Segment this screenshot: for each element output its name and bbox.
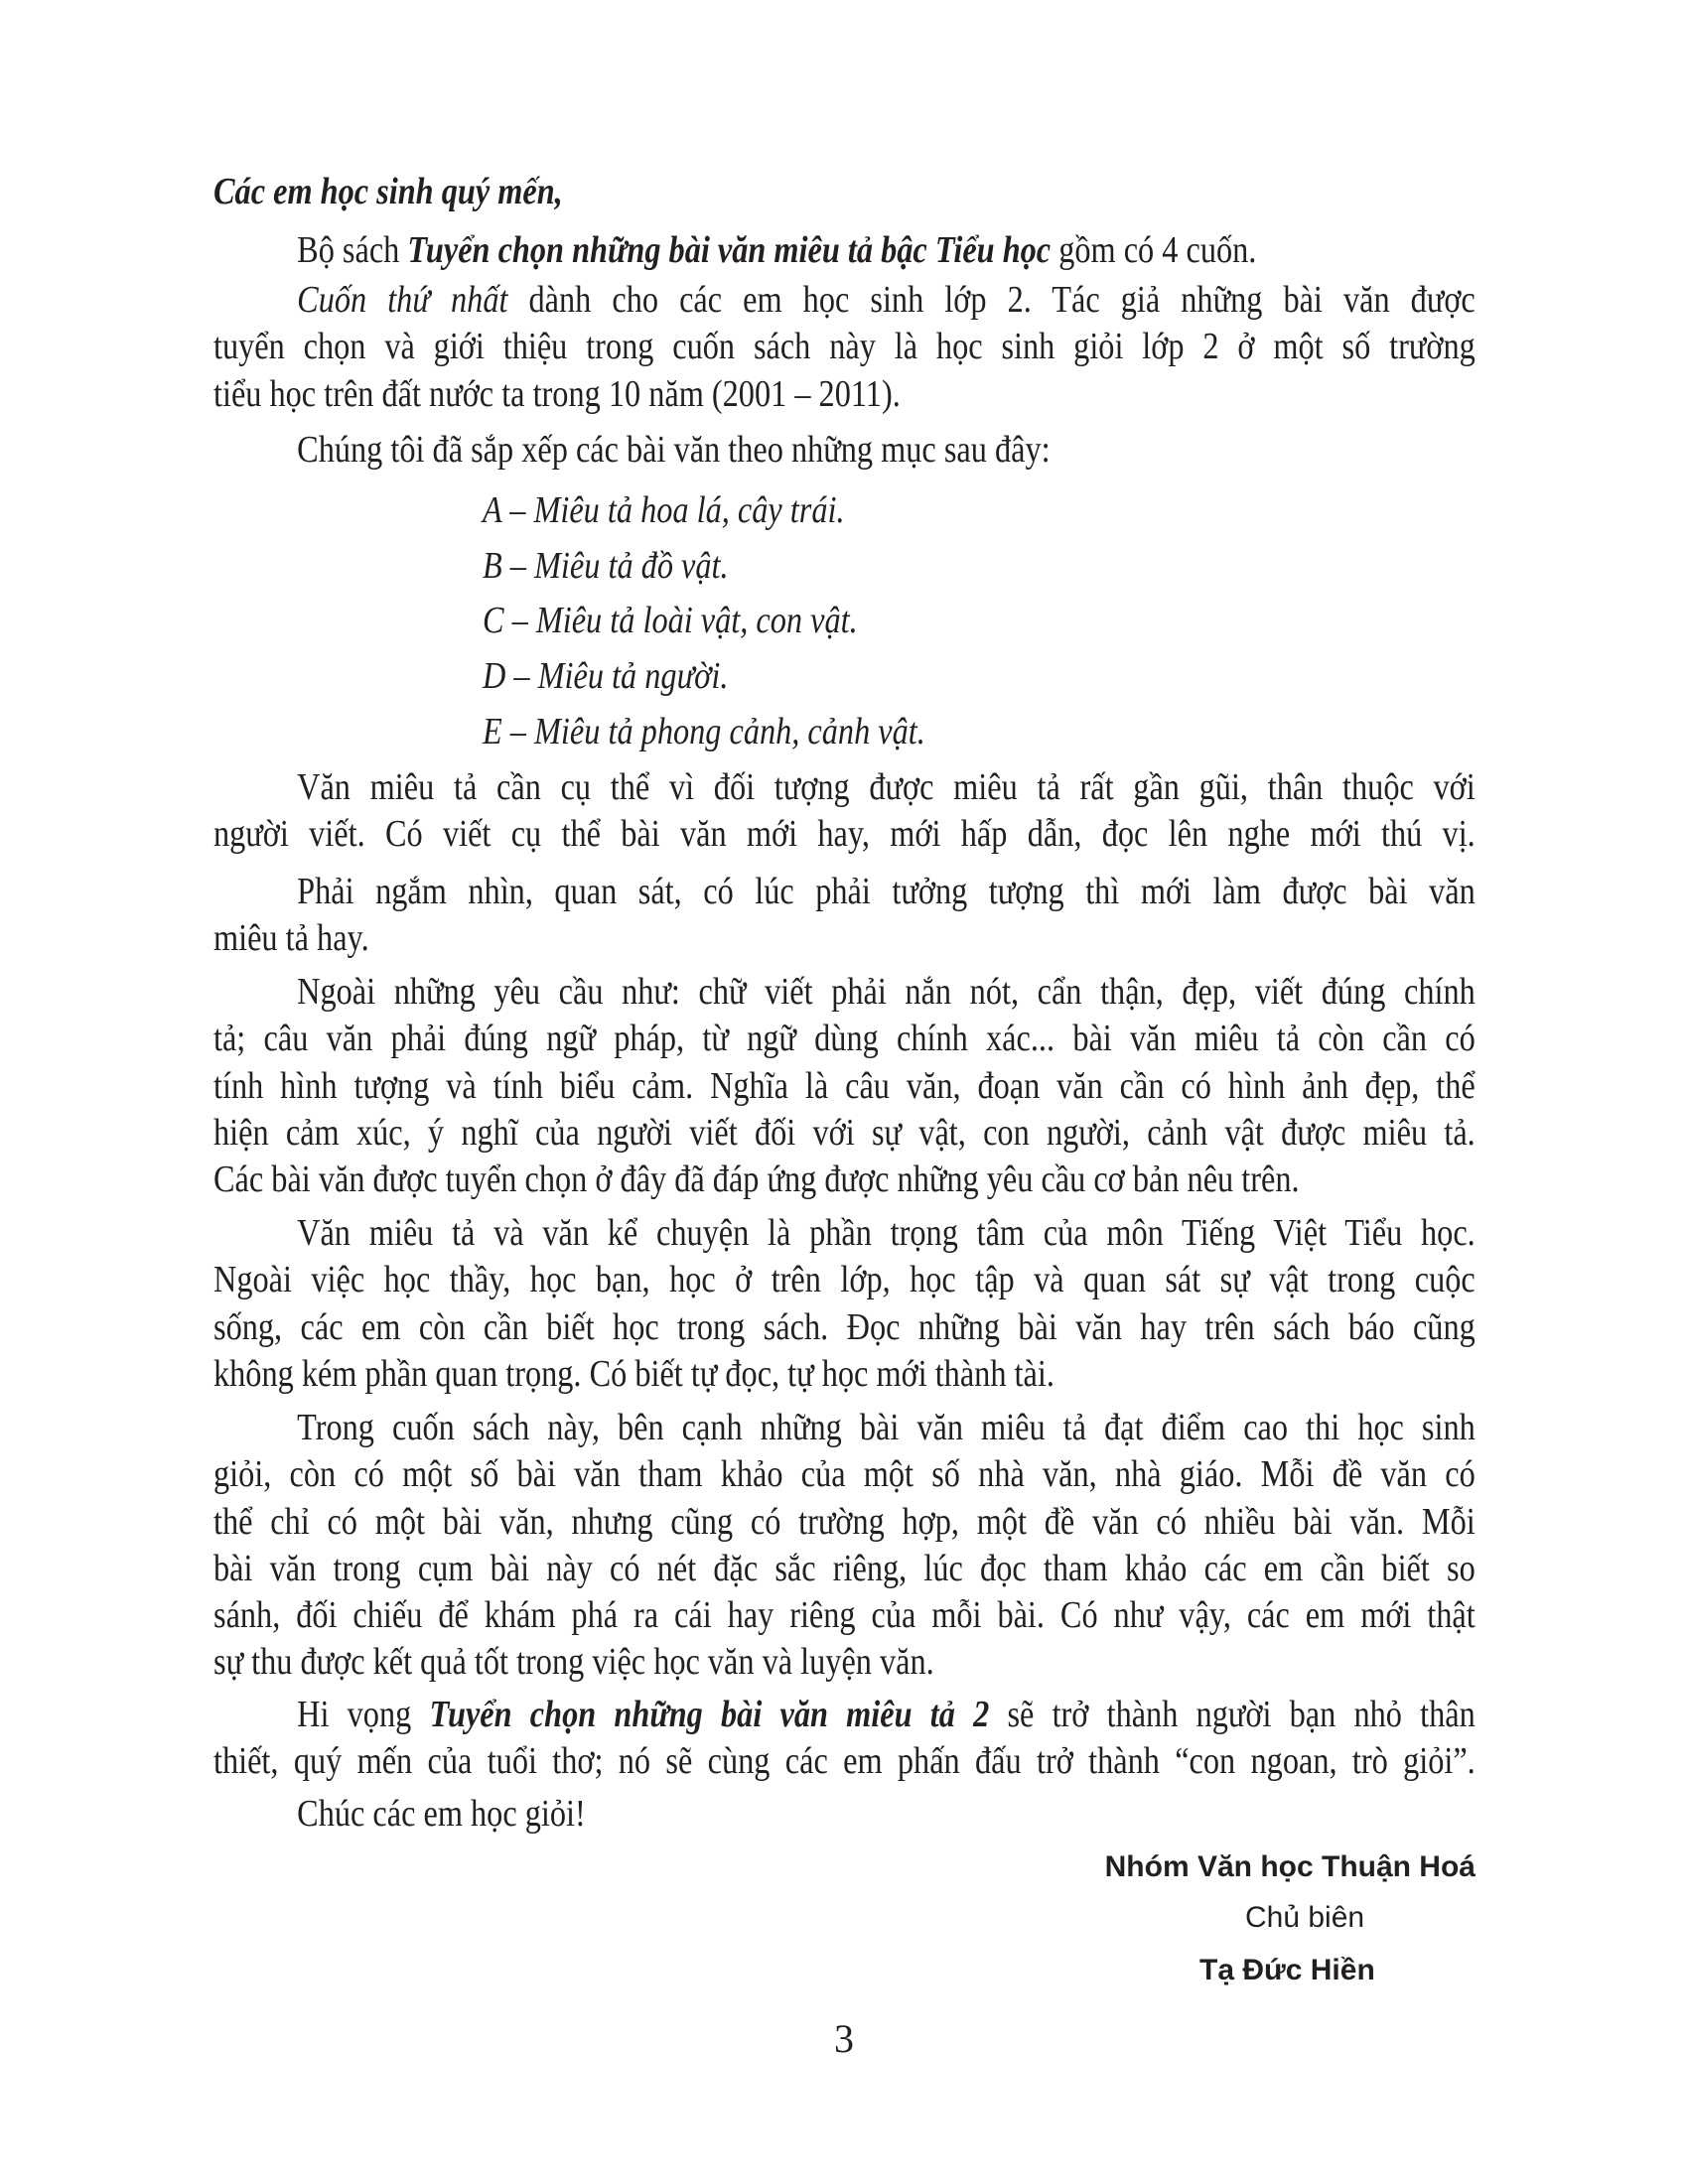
text-span: Ngoài những yêu cầu như: chữ viết phải nắn nót, cẩn thận, đẹp, viết đúng chính [297,971,1476,1013]
text-line [213,764,1476,811]
text-span: không kém phần quan trọng. Có biết tự đọc, tự học mới thành tài. [213,1352,1055,1395]
list-item: A – Miêu tả hoa lá, cây trái. [483,489,845,531]
text-span: tuyển chọn và giới thiệu trong cuốn sách này là học sinh giỏi lớp 2 ở một số trường [213,326,1476,368]
list-item: C – Miêu tả loài vật, con vật. [483,600,858,641]
paragraph [213,427,1476,474]
text-span: tính hình tượng và tính biểu cảm. Nghĩa là câu văn, đoạn văn cần có hình ảnh đẹp, thể [213,1064,1476,1107]
signature-name: Tạ Đức Hiền [1199,1954,1375,1986]
text-line [213,1016,1476,1062]
page-number: 3 [834,2016,854,2061]
text-line [213,1592,1476,1639]
text-span: Chúc các em học giỏi! [297,1793,586,1835]
text-line [213,1692,1476,1738]
paragraph [213,1210,1476,1398]
paragraph [213,277,1476,418]
text-span: sẽ trở thành người bạn nhỏ thân [989,1694,1476,1735]
text-line [213,1738,1476,1785]
text-line [213,1351,1476,1398]
paragraph [213,1405,1476,1687]
text-line [213,1257,1476,1303]
text-line [213,1304,1476,1351]
text-line [213,1791,1476,1838]
greeting [213,169,1476,215]
greeting-text: Các em học sinh quý mến, [213,171,563,212]
paragraph [213,1791,1476,1838]
text-span: Văn miêu tả và văn kể chuyện là phần trọng tâm của môn Tiếng Việt Tiểu học. [297,1212,1476,1254]
text-span: Văn miêu tả cần cụ thể vì đối tượng được miêu tả rất gần gũi, thân thuộc với [297,766,1476,808]
text-span: thiết, quý mến của tuổi thơ; nó sẽ cùng các em phấn đấu trở thành “con ngoan, trò giỏi”. [213,1740,1476,1783]
paragraph [213,969,1476,1203]
text-span: giỏi, còn có một số bài văn tham khảo của một số nhà văn, nhà giáo. Mỗi đề văn có [213,1453,1476,1496]
text-line [213,427,1476,474]
text-span: bài văn trong cụm bài này có nét đặc sắc riêng, lúc đọc tham khảo các em cần biết so [213,1547,1476,1589]
text-span: hiện cảm xúc, ý nghĩ của người viết đối với sự vật, con người, cảnh vật được miêu tả. [213,1111,1476,1154]
text-span: Bộ sách [297,229,408,271]
text-line [213,371,1476,418]
text-line [213,277,1476,324]
text-span: Phải ngắm nhìn, quan sát, có lúc phải tưởng tượng thì mới làm được bài văn [297,871,1476,912]
text-line [213,1451,1476,1498]
text-line [213,1639,1476,1686]
emphasized-text: Tuyển chọn những bài văn miêu tả bậc Tiểu học [407,229,1052,271]
text-line [213,915,1476,962]
text-span: Chúng tôi đã sắp xếp các bài văn theo những mục sau đây: [297,429,1051,471]
signature-role: Chủ biên [1245,1901,1365,1934]
text-line [213,1405,1476,1451]
paragraph [213,869,1476,963]
text-line [213,969,1476,1016]
paragraph [213,1692,1476,1786]
text-line [213,1063,1476,1110]
text-span: Trong cuốn sách này, bên cạnh những bài văn miêu tả đạt điểm cao thi học sinh [297,1407,1476,1448]
text-span: Hi vọng [297,1694,430,1735]
text-span: tiểu học trên đất nước ta trong 10 năm (2001 – 2011). [213,372,901,415]
text-span: sống, các em còn cần biết học trong sách. Đọc những bài văn hay trên sách báo cũng [213,1305,1476,1348]
text-span: người viết. Có viết cụ thể bài văn mới hay, mới hấp dẫn, đọc lên nghe mới thú vị. [213,813,1476,856]
list-item: E – Miêu tả phong cảnh, cảnh vật. [483,711,925,752]
paragraph [213,227,1476,274]
emphasized-text: Cuốn thứ nhất [297,279,508,321]
text-span: dành cho các em học sinh lớp 2. Tác giả những bài văn được [507,279,1476,321]
text-span: sự thu được kết quả tốt trong việc học văn và luyện văn. [213,1641,934,1684]
text-line [213,1110,1476,1157]
text-line [213,1157,1476,1203]
text-span: miêu tả hay. [213,917,369,960]
text-span: gồm có 4 cuốn. [1051,229,1257,271]
text-span: thể chỉ có một bài văn, nhưng cũng có trường hợp, một đề văn có nhiều bài văn. Mỗi [213,1500,1476,1543]
text-span: Các bài văn được tuyển chọn ở đây đã đáp ứng được những yêu cầu cơ bản nêu trên. [213,1159,1300,1201]
list-item: D – Miêu tả người. [483,655,729,697]
text-line [213,869,1476,915]
signature-group: Nhóm Văn học Thuận Hoá [1104,1850,1476,1883]
text-span: tả; câu văn phải đúng ngữ pháp, từ ngữ dùng chính xác... bài văn miêu tả còn cần có [213,1018,1476,1060]
text-span: Ngoài việc học thầy, học bạn, học ở trên lớp, học tập và quan sát sự vật trong cuộc [213,1259,1476,1301]
text-line [213,1499,1476,1546]
paragraph [213,764,1476,859]
text-line [213,324,1476,370]
text-line [213,1210,1476,1257]
text-line [213,811,1476,858]
text-line [213,1546,1476,1592]
list-item: B – Miêu tả đồ vật. [483,545,729,587]
text-span: sánh, đối chiếu để khám phá ra cái hay riêng của mỗi bài. Có như vậy, các em mới thật [213,1594,1476,1637]
emphasized-text: Tuyển chọn những bài văn miêu tả 2 [429,1694,990,1735]
text-line [213,227,1476,274]
